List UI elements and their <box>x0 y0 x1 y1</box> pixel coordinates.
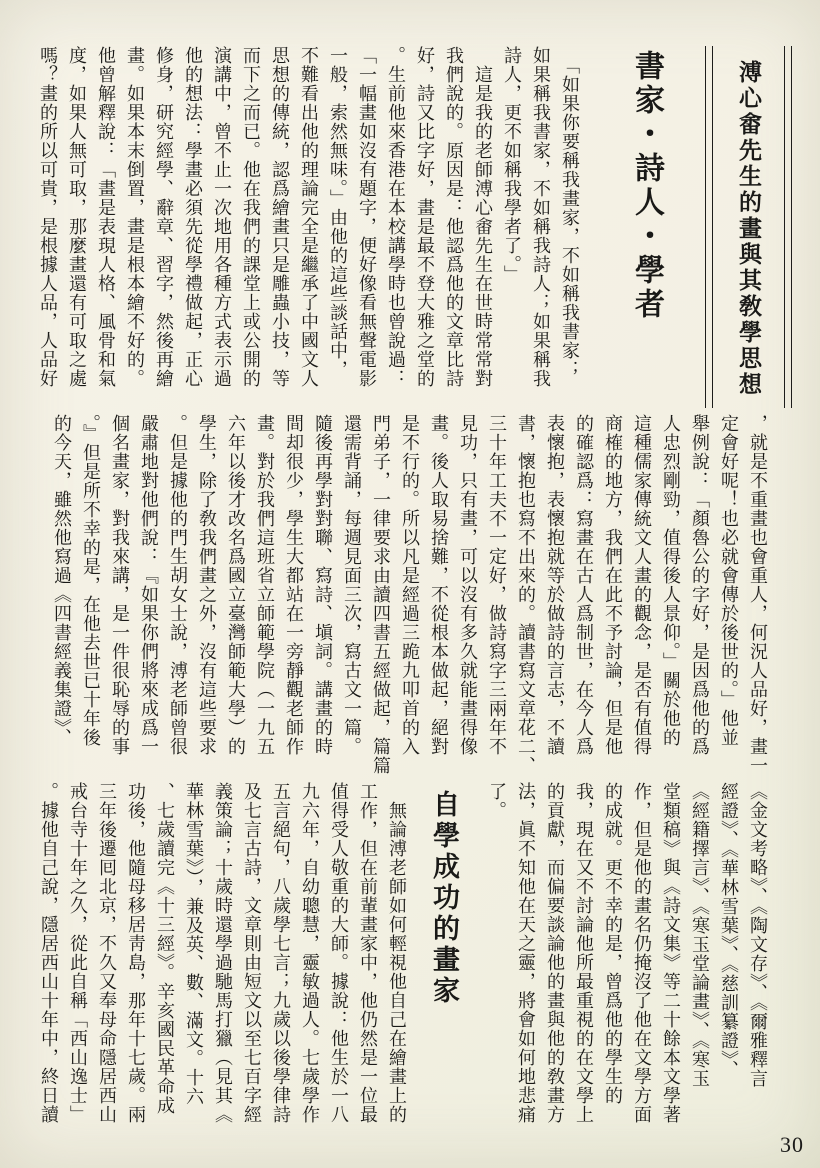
text-column: 了。 <box>487 782 507 820</box>
text-column: 的成就。更不幸的是，曾爲他的學生的 <box>603 782 623 1105</box>
text-column: 畫。對於我們這班省立師範學院（一九五 <box>255 414 275 756</box>
section2-columns-bottom <box>34 782 411 1148</box>
text-column: 我們說的。原因是：他認爲他的文章比詩 <box>444 46 464 388</box>
text-column: 定會好呢！也必就會傳於後世的。」他並 <box>719 414 739 747</box>
text-column: 個名畫家，對我來講，是一件很恥辱的事 <box>110 414 130 756</box>
text-column: 五言絕句，八歲學七言；九歲以後學律詩 <box>271 782 291 1124</box>
text-column: 思想的傳統，認爲繪畫只是雕蟲小技，等 <box>270 46 290 388</box>
text-column: 他曾解釋說：「畫是表現人格、風骨和氣 <box>96 46 116 388</box>
section1-columns-middle <box>47 414 772 775</box>
text-column: 值得受人敬重的大師。據說：他生於一八 <box>329 782 349 1124</box>
article-title-rails <box>705 46 792 408</box>
text-column: 這種儒家傳統文人畫的觀念，是否有值得 <box>632 414 652 756</box>
article-title: 溥心畬先生的畫與其敎學思想 <box>712 46 785 408</box>
text-column: 。據他自己說，隱居西山十年中，終日讀 <box>39 782 59 1124</box>
section2-heading: 自學成功的畫家 <box>429 790 459 1007</box>
text-column: 嗎？畫的所以可貴，是根據人品，人品好 <box>38 46 58 388</box>
text-column: 如果稱我書家，不如稱我詩人；如果稱我 <box>531 46 551 388</box>
text-column: 戒台寺十年之久，從此自稱「西山逸士」 <box>68 782 88 1124</box>
top-text-band <box>36 46 792 408</box>
text-column: 學生，除了敎我們畫之外，沒有這些要求 <box>197 414 217 756</box>
text-column: 嚴肅地對他們說：『如果你們將來成爲一 <box>139 414 159 756</box>
page-number: 30 <box>780 1132 804 1157</box>
text-column: 表懷抱，表懷抱就等於做詩的言志，不讀 <box>545 414 565 756</box>
section1-columns-top <box>33 46 584 408</box>
text-column: 見功，只有畫，可以沒有多久就能畫得像 <box>458 414 478 756</box>
text-column: 間却很少，學生大都站在一旁靜觀老師作 <box>284 414 304 756</box>
text-column: 人忠烈剛勁，值得後人景仰。」關於他的 <box>661 414 681 747</box>
text-column: 、七歲讀完《十三經》。辛亥國民革命成 <box>155 782 175 1115</box>
text-column: 《經籍擇言》、《寒玉堂論畫》、《寒玉 <box>690 782 710 1088</box>
text-column: 及七言古詩，文章則由短文以至七百字經 <box>242 782 262 1124</box>
text-column: 度，如果人無可取，那麼畫還有可取之處 <box>67 46 87 388</box>
text-column: 不難看出他的理論完全是繼承了中國文人 <box>299 46 319 388</box>
section1-heading: 書家・詩人・學者 <box>630 50 663 322</box>
text-column: 而下之而已。他在我們的課堂上或公開的 <box>241 46 261 388</box>
text-column: 舉例說：「顏魯公的字好，是因爲他的爲 <box>690 414 710 756</box>
text-column: 三十年工夫不一定好，做詩寫字三兩年不 <box>487 414 507 756</box>
text-column: 六年以後才改名爲國立臺灣師範大學）的 <box>226 414 246 756</box>
text-column: 「如果你要稱我畫家，不如稱我書家； <box>560 46 580 379</box>
middle-text-band <box>36 414 772 775</box>
text-column: 工作，但在前輩畫家中，他仍然是一位最 <box>358 782 378 1124</box>
text-column: 修身，研究經學、辭章、習字，然後再繪 <box>154 46 174 388</box>
text-column: 他的想法：學畫必須先從學禮做起，正心 <box>183 46 203 388</box>
text-column: 隨後再學對對聯、寫詩、塡詞。講畫的時 <box>313 414 333 756</box>
text-column: 還需背誦，每週見面三次，寫古文一篇。 <box>342 414 362 756</box>
text-column: 華林雪葉》），兼及英、數、滿文。十六 <box>184 782 204 1106</box>
text-column: 功後，他隨母移居靑島，那年十七歲。兩 <box>126 782 146 1124</box>
text-column: 經證》、《華林雪葉》、《慈訓纂證》、 <box>719 782 739 1079</box>
text-column: 的確認爲：寫畫在古人爲制世，在今人爲 <box>574 414 594 756</box>
text-column: ，就是不重畫也會重人，何況人品好，畫一 <box>748 414 768 775</box>
section1-columns-bottom <box>482 782 772 1148</box>
text-column: 法，眞不知他在天之靈，將會如何地悲痛 <box>516 782 536 1124</box>
text-column: 的貢獻，而偏要談論他的畫與他的敎畫方 <box>545 782 565 1124</box>
text-column: 畫。後人取易捨難，不從根本做起，絕對 <box>429 414 449 756</box>
text-column: 這是我的老師溥心畬先生在世時常常對 <box>473 46 493 388</box>
text-column: 演講中，曾不止一次地用各種方式表示過 <box>212 46 232 388</box>
text-column: 畫。如果本末倒置，畫是根本繪不好的。 <box>125 46 145 388</box>
text-column: 三年後遷囘北京，不久又奉母命隱居西山 <box>97 782 117 1124</box>
text-column: 「一幅畫如沒有題字，便好像看無聲電影 <box>357 46 377 388</box>
text-column: 九六年，自幼聰慧，靈敏過人。七歲學作 <box>300 782 320 1124</box>
text-column: 一般，索然無味。」由他的這些談話中， <box>328 46 348 379</box>
text-column: 義策論；十歲時還學過馳馬打獵（見其《 <box>213 782 233 1124</box>
text-column: 我，現在又不討論他所最重視的在文學上 <box>574 782 594 1124</box>
text-column: 詩人，更不如稱我學者了。」 <box>502 46 522 284</box>
bottom-text-band <box>36 782 772 1148</box>
text-column: 書，懷抱也寫不出來的。讀書寫文章花二、 <box>516 414 536 775</box>
text-column: 作，但是他的畫名仍掩沒了他在文學方面 <box>632 782 652 1124</box>
text-column: 。』但是所不幸的是，在他去世已十年後 <box>81 414 101 747</box>
text-column: 好，詩又比字好，畫是最不登大雅之堂的 <box>415 46 435 388</box>
text-column: 無論溥老師如何輕視他自己在繪畫上的 <box>387 782 407 1124</box>
text-column: 堂類稿》與《詩文集》等二十餘本文學著 <box>661 782 681 1124</box>
text-column: 是不行的。所以凡是經過三跪九叩首的入 <box>400 414 420 756</box>
text-column: 的今天，雖然他寫過《四書經義集證》、 <box>52 414 72 747</box>
text-column: 商榷的地方，我們在此不予討論，但是他 <box>603 414 623 756</box>
text-column: 。但是據他的門生胡女士說，溥老師曾很 <box>168 414 188 756</box>
text-column: 。生前他來香港在本校講學時也曾說過： <box>386 46 406 388</box>
text-column: 門弟子，一律要求由讀四書五經做起，篇篇 <box>371 414 391 775</box>
text-column: 《金文考略》、《陶文存》、《爾雅釋言 <box>748 782 768 1088</box>
